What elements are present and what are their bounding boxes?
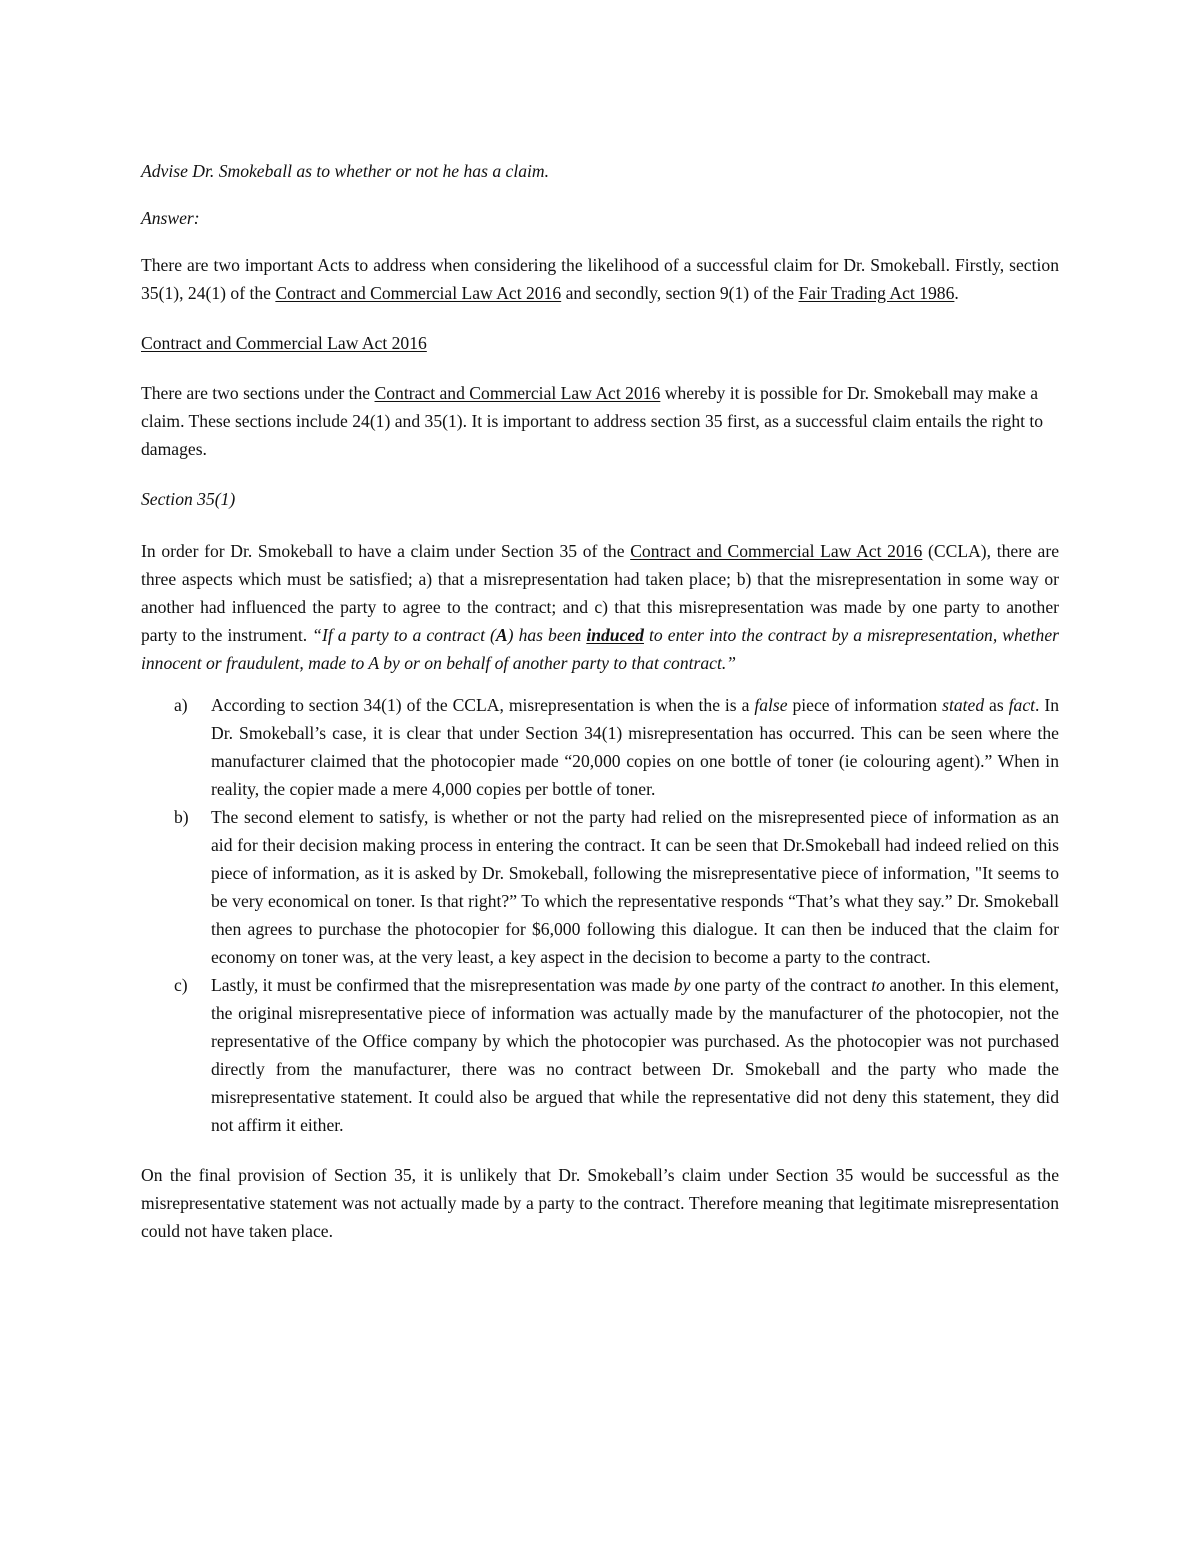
list-item-a (141, 691, 1059, 803)
answer-label: Answer: (141, 208, 200, 228)
quote-a: A (495, 625, 508, 645)
intro-text-1: There are two important Acts to address when considering the likelihood of a successful claim for Dr. Smokeball. Firstly, section 35(1), 24(1) of the (141, 255, 1059, 303)
order-text-2: (CCLA), there are three aspects which must be satisfied; a) that a misrepresentation had taken place; b) that the misrepresentation in some way or another had influenced the party to agree to the contract; and c) that this misrepresentation was made by one party to another party to the instrument. (141, 541, 1060, 645)
item-a-text-1: According to section 34(1) of the CCLA, misrepresentation is when the is a (211, 695, 755, 715)
list-marker: a) (174, 695, 188, 715)
sections-text-2: whereby it is possible for Dr. Smokeball may make a claim. These sections include 24(1) and 35(1). It is important to address section 35 first, as a successful claim entails the right to damages. (141, 383, 1044, 459)
item-c-italic-to: to (871, 975, 885, 995)
item-b-text: The second element to satisfy, is whether or not the party had relied on the misrepresented piece of information as an aid for their decision making process in entering the contract. It can be seen that Dr.Smokeball had indeed relied on this piece of information, as it is asked by Dr. Smokeball, following the misrepresentative piece of information, "It seems to be very economical on toner. Is that right?” To which the representative responds “That’s what they say.” Dr. Smokeball then agrees to purchase the photocopier for $6,000 following this dialogue. It can then be induced that the claim for economy on toner was, at the very least, a key aspect in the decision to become a party to the contract. (211, 807, 1059, 967)
intro-text-2: and secondly, section 9(1) of the (561, 283, 799, 303)
item-a-italic-stated: stated (942, 695, 985, 715)
heading-ccla: Contract and Commercial Law Act 2016 (141, 333, 427, 353)
elements-list (141, 691, 1059, 1139)
item-a-text-3: as (984, 695, 1009, 715)
heading-section-35: Section 35(1) (141, 489, 236, 509)
list-marker: b) (174, 807, 189, 827)
order-text-1: In order for Dr. Smokeball to have a claim under Section 35 of the (141, 541, 631, 561)
item-c-text-1: Lastly, it must be confirmed that the misrepresentation was made (211, 975, 674, 995)
act-reference-ccla: Contract and Commercial Law Act 2016 (275, 283, 562, 303)
quote-induced: induced (586, 625, 644, 645)
quote-part-1: “If a party to a contract ( (312, 625, 496, 645)
list-marker: c) (174, 975, 188, 995)
act-reference-ccla: Contract and Commercial Law Act 2016 (630, 541, 923, 561)
item-a-text-4: . In Dr. Smokeball’s case, it is clear that under Section 34(1) misrepresentation has occurred. This can be seen where the manufacturer claimed that the photocopier made “20,000 copies on one bottle of toner (ie colouring agent).” When in reality, the copier made a mere 4,000 copies per bottle of toner. (211, 695, 1060, 799)
act-reference-fta: Fair Trading Act 1986 (798, 283, 955, 303)
quote-part-3: to enter into the contract by a misrepresentation, whether innocent or fraudulent, made to A by or on behalf of another party to that contract.” (141, 625, 1059, 673)
conclusion-paragraph: On the final provision of Section 35, it is unlikely that Dr. Smokeball’s claim under Section 35 would be successful as the misrepresentative statement was not actually made by a party to the contract. Therefore meaning that legitimate misrepresentation could not have taken place. (141, 1165, 1059, 1241)
intro-text-3: . (954, 283, 959, 303)
item-c-text-2: one party of the contract (690, 975, 872, 995)
list-item-b (141, 803, 1059, 971)
order-paragraph (141, 537, 1059, 677)
sections-paragraph (141, 379, 1059, 463)
item-c-italic-by: by (673, 975, 691, 995)
sections-text-1: There are two sections under the (141, 383, 375, 403)
item-a-text-2: piece of information (787, 695, 943, 715)
quote-part-2: ) has been (507, 625, 587, 645)
item-a-italic-fact: fact (1008, 695, 1036, 715)
question-line: Advise Dr. Smokeball as to whether or not he has a claim. (141, 161, 550, 181)
item-c-text-3: another. In this element, the original misrepresentative piece of information was actually made by the manufacturer of the photocopier, not the representative of the Office company by which the photocopier was purchased. As the photocopier was not purchased directly from the manufacturer, there was no contract between Dr. Smokeball and the party who made the misrepresentative statement. It could also be argued that while the representative did not deny this statement, they did not affirm it either. (211, 975, 1060, 1135)
list-item-c (141, 971, 1059, 1139)
document-page (141, 157, 1059, 1245)
item-a-italic-false: false (754, 695, 788, 715)
intro-paragraph (141, 251, 1059, 307)
act-reference-ccla: Contract and Commercial Law Act 2016 (374, 383, 661, 403)
